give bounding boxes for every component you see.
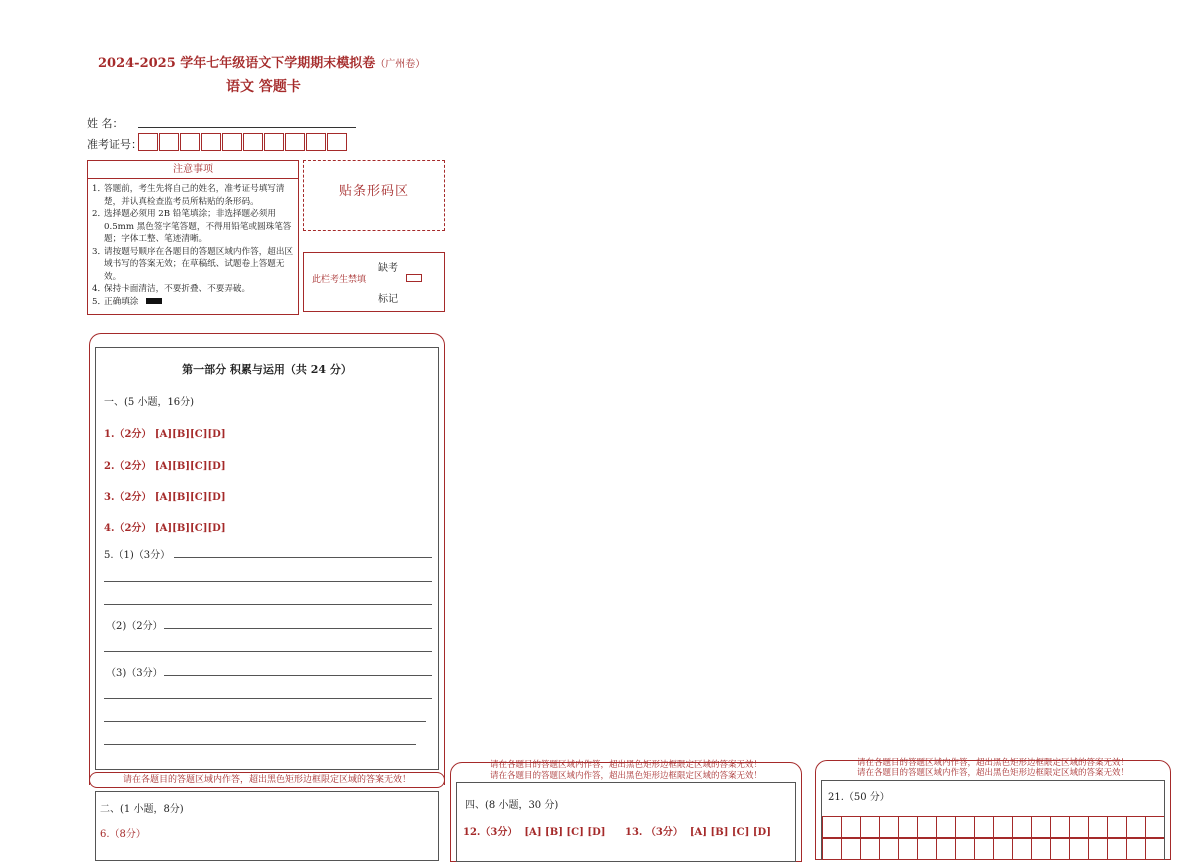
fill-sample-mark: [146, 298, 162, 304]
absent-mark-box: [303, 252, 445, 312]
essay-grid-cell[interactable]: [860, 838, 879, 860]
q5-3-label: （3)（3分）: [106, 668, 163, 679]
q5-2-label: （2)（2分）: [106, 621, 163, 632]
answer-line[interactable]: [104, 744, 416, 745]
essay-grid-cell[interactable]: [898, 816, 917, 838]
essay-grid-cell[interactable]: [1031, 816, 1050, 838]
essay-grid-cell[interactable]: [993, 816, 1012, 838]
answer-line[interactable]: [104, 651, 432, 652]
column3-warning: 请在各题目的答题区域内作答，超出黑色矩形边框限定区域的答案无效！: [856, 768, 1129, 778]
essay-grid-cell[interactable]: [955, 816, 974, 838]
essay-grid-cell[interactable]: [1145, 838, 1164, 860]
essay-grid-cell[interactable]: [1126, 838, 1145, 860]
essay-grid-cell[interactable]: [1069, 816, 1088, 838]
notice-item: 2． 选择题必须用 2B 铅笔填涂；非选择题必须用 0.5mm 黑色签字笔答题，不得用铅笔或圆珠笔答题；字体工整、笔迹清晰。: [92, 209, 292, 244]
essay-grid-cell[interactable]: [917, 816, 936, 838]
q21-label: 21.（50 分）: [828, 792, 890, 803]
section1-answer-area: [95, 347, 439, 770]
id-digit-box[interactable]: [201, 133, 221, 151]
column2-warning: 请在各题目的答题区域内作答，超出黑色矩形边框限定区域的答案无效！: [489, 771, 762, 781]
q6-label: 6.（8分）: [100, 829, 146, 840]
essay-grid-cell[interactable]: [1107, 816, 1126, 838]
absent-checkbox[interactable]: [406, 274, 422, 282]
essay-grid-cell[interactable]: [917, 838, 936, 860]
essay-grid-cell[interactable]: [936, 838, 955, 860]
barcode-area: 贴条形码区: [303, 160, 445, 231]
id-digit-box[interactable]: [285, 133, 305, 151]
essay-grid-cell[interactable]: [822, 838, 841, 860]
name-field[interactable]: [138, 127, 356, 128]
essay-grid-cell[interactable]: [1145, 816, 1164, 838]
essay-grid-row[interactable]: [822, 816, 1164, 838]
answer-line[interactable]: [104, 698, 432, 699]
absent-label-bottom: 标记: [378, 294, 398, 305]
essay-grid-cell[interactable]: [841, 816, 860, 838]
id-digit-box[interactable]: [180, 133, 200, 151]
essay-grid-cell[interactable]: [1107, 838, 1126, 860]
notice-item: 3． 请按题号顺序在各题目的答题区域内作答，超出区域书写的答案无效；在草稿纸、试题卷上答题无效。: [92, 246, 294, 282]
essay-grid-cell[interactable]: [974, 816, 993, 838]
q5-1-label: 5.（1)（3分）: [104, 550, 171, 561]
notice-item: 1． 答题前，考生先将自己的姓名，准考证号填写清楚，并认真检查监考员所粘贴的条形码。: [92, 184, 285, 207]
essay-grid-cell[interactable]: [1012, 838, 1031, 860]
absent-label-top: 缺考: [378, 263, 398, 274]
essay-grid-cell[interactable]: [841, 838, 860, 860]
absent-restricted-label: 此栏考生禁填: [312, 275, 367, 285]
essay-grid-cell[interactable]: [1031, 838, 1050, 860]
mc-question-13[interactable]: 13. （3分） [A] [B] [C] [D]: [625, 827, 771, 838]
notice-list: [88, 179, 298, 308]
section4-heading: 四、(8 小题，30 分): [465, 800, 559, 811]
id-digit-box[interactable]: [264, 133, 284, 151]
section1-heading: 一、(5 小题，16分): [104, 397, 195, 408]
essay-grid-cell[interactable]: [879, 816, 898, 838]
column2-warning-top: 请在各题目的答题区域内作答，超出黑色矩形边框限定区域的答案无效！: [489, 760, 762, 770]
part1-title: 第一部分 积累与运用（共 24 分）: [182, 363, 352, 376]
section2-answer-area: [95, 791, 439, 861]
id-digit-box[interactable]: [306, 133, 326, 151]
id-number-boxes[interactable]: [138, 133, 348, 151]
mc-question-1[interactable]: 1.（2分） [A][B][C][D]: [104, 429, 226, 440]
essay-grid-row[interactable]: [822, 838, 1164, 860]
answer-line[interactable]: [164, 675, 432, 676]
id-digit-box[interactable]: [138, 133, 158, 151]
notice-item: 4． 保持卡面清洁，不要折叠、不要弄破。: [92, 284, 251, 294]
column2-answer-area: [456, 782, 796, 862]
id-digit-box[interactable]: [159, 133, 179, 151]
answer-line[interactable]: [174, 557, 432, 558]
essay-grid-cell[interactable]: [1012, 816, 1031, 838]
essay-grid-cell[interactable]: [1050, 816, 1069, 838]
essay-grid-cell[interactable]: [955, 838, 974, 860]
id-digit-box[interactable]: [222, 133, 242, 151]
essay-grid-cell[interactable]: [1088, 838, 1107, 860]
mc-question-3[interactable]: 3.（2分） [A][B][C][D]: [104, 492, 226, 503]
essay-grid-cell[interactable]: [1069, 838, 1088, 860]
essay-grid-cell[interactable]: [898, 838, 917, 860]
answer-line[interactable]: [104, 581, 432, 582]
answer-line[interactable]: [164, 628, 432, 629]
essay-grid-cell[interactable]: [1050, 838, 1069, 860]
id-digit-box[interactable]: [243, 133, 263, 151]
mc-question-2[interactable]: 2.（2分） [A][B][C][D]: [104, 461, 226, 472]
mc-question-4[interactable]: 4.（2分） [A][B][C][D]: [104, 523, 226, 534]
id-label: 准考证号：: [87, 138, 142, 151]
essay-grid-cell[interactable]: [822, 816, 841, 838]
notice-box: [87, 160, 299, 315]
essay-grid-cell[interactable]: [1126, 816, 1145, 838]
essay-grid-cell[interactable]: [879, 838, 898, 860]
answer-line[interactable]: [104, 721, 426, 722]
column3-warning-top: 请在各题目的答题区域内作答，超出黑色矩形边框限定区域的答案无效！: [856, 758, 1129, 768]
answer-line[interactable]: [104, 604, 432, 605]
exam-title: 2024-2025 学年七年级语文下学期期末模拟卷（广州卷）: [98, 56, 426, 71]
id-digit-box[interactable]: [327, 133, 347, 151]
section2-heading: 二、(1 小题，8分): [100, 804, 184, 815]
essay-grid-cell[interactable]: [1088, 816, 1107, 838]
mc-question-12[interactable]: 12.（3分） [A] [B] [C] [D]: [463, 827, 606, 838]
essay-grid-cell[interactable]: [936, 816, 955, 838]
answer-area-warning: 请在各题目的答题区域内作答，超出黑色矩形边框限定区域的答案无效！: [89, 772, 445, 788]
essay-grid-cell[interactable]: [974, 838, 993, 860]
essay-grid-cell[interactable]: [860, 816, 879, 838]
notice-heading: 注意事项: [88, 161, 298, 179]
column3-answer-area: [821, 780, 1165, 860]
name-label: 姓 名：: [87, 117, 124, 130]
notice-item: 5． 正确填涂: [92, 296, 294, 309]
essay-grid-cell[interactable]: [993, 838, 1012, 860]
exam-subtitle: 语文 答题卡: [226, 79, 301, 95]
